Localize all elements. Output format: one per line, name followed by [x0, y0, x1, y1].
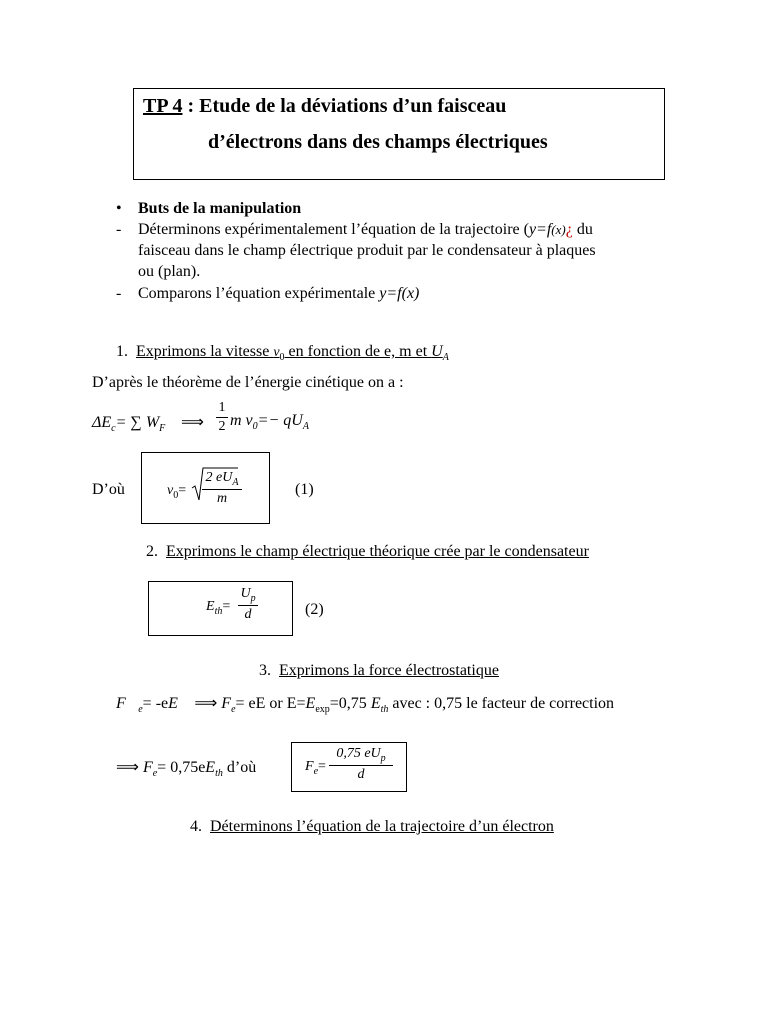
equation-label-2: (2) — [305, 601, 324, 618]
force-relation-line: $F⃗_e=$ -eE⃗ ⟹ $F_e=$ eE or $E=E_{exp}=0,75$ $E_{th}$ avec : 0,75 le facteur de correction — [116, 695, 615, 716]
goals-heading: Buts de la manipulation — [138, 200, 302, 217]
goals-item-1-line-1: Déterminons expérimentalement l’équation de la trajectoire (y=f(x)¿ du — [138, 221, 593, 238]
goals-item-2: Comparons l’équation expérimentale y=f(x) — [138, 285, 420, 302]
section-2-number: 2. — [146, 543, 158, 560]
goals-dash-1: - — [116, 221, 122, 238]
dou-label-1: D’où — [92, 481, 125, 498]
title-line-2: d’électrons dans des champs électriques — [208, 131, 548, 153]
page-title — [143, 95, 506, 118]
section-4-heading: 4. Déterminons l’équation de la trajectoire d’un électron — [190, 818, 554, 835]
kinetic-energy-rhs: m $v_0=- qU_A$ — [230, 412, 309, 433]
section-4-number: 4. — [190, 818, 202, 835]
section-2-heading: 2. Exprimons le champ électrique théorique crée par le condensateur — [146, 543, 589, 560]
trajectory-equation: y=f — [528, 221, 552, 238]
goals-dash-2: - — [116, 285, 122, 302]
force-lhs: $F_e=$ — [305, 759, 326, 777]
title-line-1: : Etude de la déviations d’un faisceau — [182, 95, 507, 117]
inverted-question-mark: ¿ — [565, 221, 573, 238]
section-1-number: 1. — [116, 343, 128, 360]
equation-label-1: (1) — [295, 481, 314, 498]
tp-label: TP 4 — [143, 95, 183, 117]
one-half-fraction: 1 2 — [216, 400, 228, 435]
section-1-heading: 1. Exprimons la vitesse $v_0$ en fonction de e, m et $U_A$ — [116, 343, 449, 364]
section-3-heading: 3. Exprimons la force électrostatique — [259, 662, 499, 679]
kinetic-energy-equation: $\Delta E_c=$ ∑ $W_{F⃗}$ ⟹ — [92, 414, 204, 435]
implies-arrow-3: ⟹ — [116, 759, 139, 776]
field-fraction: $U_p$ d — [238, 586, 258, 623]
force-fraction: 0,75 $eU_p$ d — [329, 746, 393, 783]
implies-arrow-2: ⟹ — [194, 695, 218, 712]
field-lhs: $E_{th}=$ — [206, 599, 231, 617]
theorem-statement: D’après le théorème de l’énergie cinétique on a : — [92, 374, 404, 391]
velocity-fraction: 2 $eU_A$ m — [202, 470, 242, 507]
velocity-lhs: $v_0=$ — [167, 483, 187, 501]
force-result-line: ⟹ $F_e= 0,75eE_{th}$ d’où — [116, 759, 257, 780]
goals-item-1-line-3: ou (plan). — [138, 263, 201, 280]
experimental-equation: y=f(x) — [379, 285, 420, 302]
goals-bullet: • — [116, 200, 122, 217]
section-3-number: 3. — [259, 662, 271, 679]
goals-item-1-line-2: faisceau dans le champ électrique produit par le condensateur à plaques — [138, 242, 596, 259]
implies-arrow: ⟹ — [181, 414, 204, 431]
